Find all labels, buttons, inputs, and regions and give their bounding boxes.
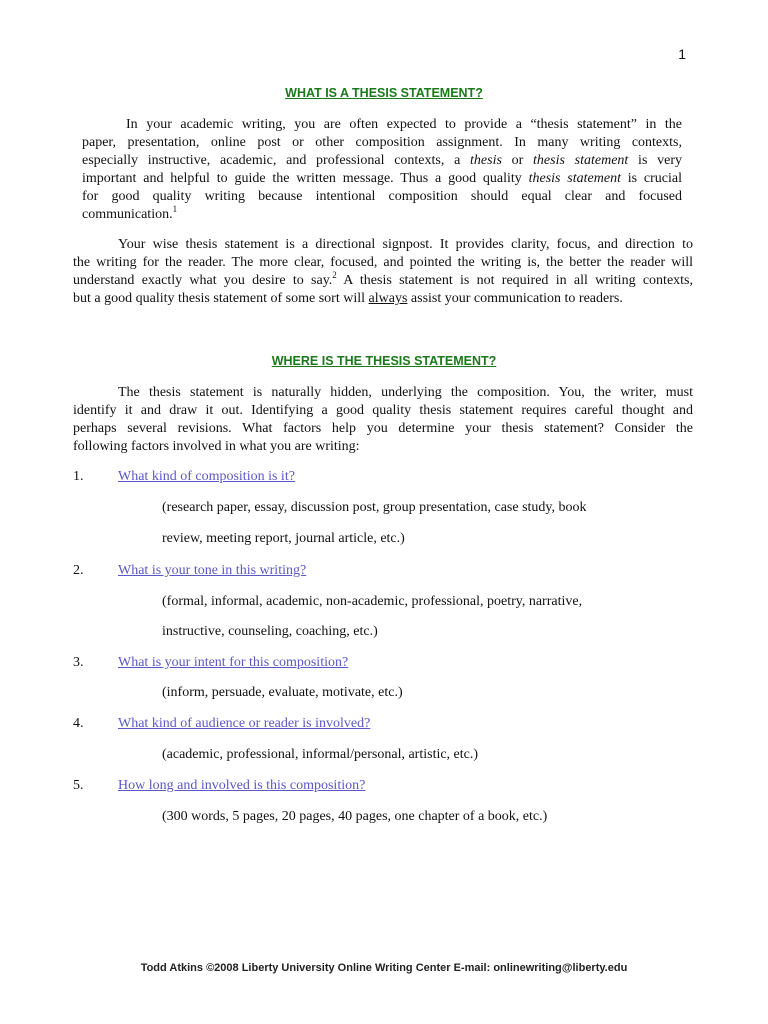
list-number: 4. [73,716,84,731]
list-question-link[interactable]: What kind of composition is it? [118,469,295,484]
text-run: important and helpful to guide the written message. Thus a good quality [82,171,529,186]
list-question-link[interactable]: How long and involved is this composition? [118,778,366,793]
text-run: understand exactly what you desire to say. [73,273,333,288]
list-detail: (300 words, 5 pages, 20 pages, 40 pages, one chapter of a book, etc.) [162,809,548,824]
list-detail: instructive, counseling, coaching, etc.) [162,624,378,639]
section-heading-what-is: WHAT IS A THESIS STATEMENT? [285,86,483,100]
underlined-word: always [368,291,408,306]
text-run: is very [628,153,682,168]
paragraph-line [82,170,682,188]
italic-term: thesis [470,153,502,168]
paragraph-line [82,206,682,224]
paragraph-line: following factors involved in what you are writing: [73,439,360,454]
paragraph-line: the writing for the reader. The more clear, focused, and pointed the writing is, the better the reader will [73,255,693,270]
paragraph-line [73,290,693,308]
list-detail: (academic, professional, informal/personal, artistic, etc.) [162,747,479,762]
list-number: 5. [73,778,84,793]
text-run: or [501,153,534,168]
text-run: especially instructive, academic, and professional contexts, a [82,153,471,168]
text-run: is crucial [620,171,683,186]
paragraph-line: for good quality writing because intentional composition should equal clear and focused [82,189,682,204]
footnote-ref[interactable]: 1 [172,204,178,214]
page-number: 1 [678,46,686,62]
paragraph-line: Your wise thesis statement is a directional signpost. It provides clarity, focus, and direction to [118,237,693,252]
paragraph-line: perhaps several revisions. What factors help you determine your thesis statement? Consider the [73,421,693,436]
list-number: 3. [73,655,84,670]
paragraph-line: identify it and draw it out. Identifying a good quality thesis statement requires careful thought and [73,403,693,418]
italic-term: thesis statement [528,171,621,186]
section-heading-where-is: WHERE IS THE THESIS STATEMENT? [271,354,497,368]
text-run: but a good quality thesis statement of some sort will [73,291,369,306]
paragraph-where [73,384,693,456]
list-question-link[interactable]: What is your tone in this writing? [118,563,307,578]
text-run: assist your communication to readers. [407,291,623,306]
list-detail: (research paper, essay, discussion post, group presentation, case study, book [162,500,587,515]
page-footer: Todd Atkins ©2008 Liberty University Online Writing Center E-mail: onlinewriting@liberty.edu [140,962,628,974]
text-run: A thesis statement is not required in all writing contexts, [336,273,694,288]
paragraph-line: In your academic writing, you are often expected to provide a “thesis statement” in the [126,117,682,132]
list-detail: (inform, persuade, evaluate, motivate, etc.) [162,685,403,700]
list-question-link[interactable]: What is your intent for this composition? [118,655,349,670]
italic-term: thesis statement [533,153,629,168]
paragraph-intro [82,116,682,224]
paragraph-line: The thesis statement is naturally hidden, underlying the composition. You, the writer, must [118,385,693,400]
list-detail: review, meeting report, journal article, etc.) [162,531,405,546]
paragraph-line [73,272,693,290]
list-detail: (formal, informal, academic, non-academic, professional, poetry, narrative, [162,594,583,609]
list-number: 2. [73,563,84,578]
paragraph-signpost [73,236,693,308]
list-question-link[interactable]: What kind of audience or reader is involved? [118,716,371,731]
list-number: 1. [73,469,84,484]
text-run: communication. [82,207,173,222]
paragraph-line [82,152,682,170]
paragraph-line: paper, presentation, online post or other composition assignment. In many writing contexts, [82,135,682,150]
footnote-ref[interactable]: 2 [332,270,337,280]
